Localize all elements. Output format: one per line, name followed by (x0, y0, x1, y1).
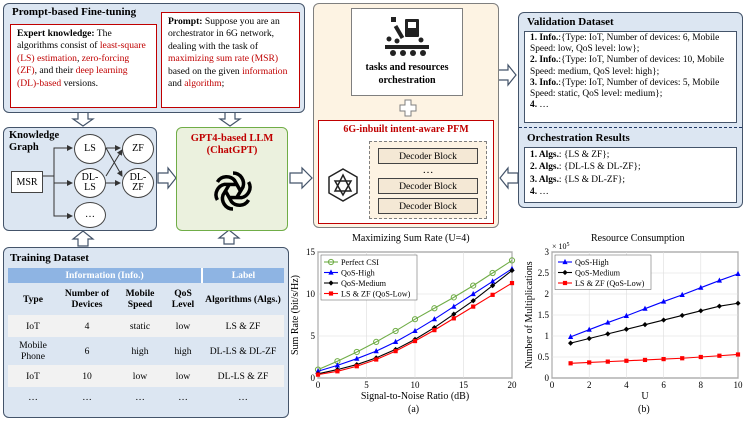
col-devices: Number of Devices (64, 288, 110, 310)
prompt-red-2: information (242, 65, 288, 77)
kg-ls-node: LS (74, 134, 106, 164)
x-tick-label-1: 2 (586, 380, 592, 390)
kg-dlzf-line1: DL- (129, 172, 147, 183)
result-item-2: 2. Algs.: {DL-LS & DL-ZF}; (530, 162, 641, 173)
prompt-box (161, 12, 300, 108)
arrow-training-to-kg (73, 231, 93, 246)
col-algs: Algorithms (Algs.) (205, 293, 281, 305)
x-tick-label-0: 0 (315, 380, 321, 390)
series-2-point-3 (624, 359, 628, 363)
series-2-point-8 (717, 354, 721, 358)
validation-box (524, 31, 737, 123)
decoder-block-3: Decoder Block (378, 198, 478, 214)
y-tick-label-1: 5 (310, 331, 315, 341)
series-3-point-4 (394, 349, 398, 353)
result-item-4: 4. … (530, 187, 549, 198)
legend-label-0: Perfect CSI (341, 258, 379, 267)
x-tick-label-4: 8 (698, 380, 704, 390)
y-tick-label-4: 2 (544, 289, 549, 299)
legend-label-1: QoS-High (341, 268, 375, 278)
series-2-point-6 (680, 356, 684, 360)
col-qos: QoS Level (171, 288, 195, 310)
kg-msr-node: MSR (11, 171, 43, 193)
y-tick-label-2: 10 (306, 289, 315, 299)
table-group-label: Label (202, 268, 284, 283)
x-axis-label: U (641, 391, 649, 402)
prompt-text-3: and (168, 78, 182, 90)
y-tick-label-1: 0.5 (537, 352, 549, 362)
arrow-llm-to-pfm (290, 168, 312, 188)
series-3-point-6 (432, 328, 436, 332)
prompt-red-3: algorithm (184, 78, 222, 90)
expert-text-1: The algorithms consist of (17, 28, 112, 52)
series-3-point-8 (471, 305, 475, 309)
prompt-label: Prompt: (168, 16, 203, 27)
x-tick-label-4: 20 (507, 380, 517, 390)
series-2-point-0 (569, 361, 573, 365)
arrow-pfm-to-validation (498, 65, 516, 85)
col-type: Type (22, 293, 44, 305)
validation-item-4: 4. … (530, 100, 549, 111)
prompt-text-2: based on the given (168, 65, 240, 77)
legend-label-3: LS & ZF (QoS-Low) (341, 289, 411, 299)
expert-red-2: zero-forcing (ZF) (17, 52, 130, 77)
decoder-dots: … (422, 164, 434, 176)
y-tick-label-3: 1.5 (537, 310, 549, 320)
orchestration-label-line1: tasks and resources (365, 62, 449, 73)
chart-a-title: Maximizing Sum Rate (U=4) (352, 233, 470, 244)
chart-b-title: Resource Consumption (591, 233, 685, 244)
expert-text-3: , and their (34, 65, 74, 77)
decoder-stack (369, 141, 487, 219)
y-tick-label-0: 0 (310, 373, 315, 383)
x-axis-label: Signal-to-Noise Ratio (dB) (360, 391, 470, 402)
y-exponent-label: × $10^5$ (552, 242, 570, 251)
y-tick-label-3: 15 (306, 247, 315, 257)
x-tick-label-3: 15 (459, 380, 468, 390)
training-table (8, 268, 284, 407)
llm-title-line2: (ChatGPT) (206, 145, 258, 156)
series-2-point-5 (662, 357, 666, 361)
x-tick-label-0: 0 (549, 380, 555, 390)
kg-dlzf-line2: ZF (132, 182, 144, 193)
kg-dlls-line2: LS (84, 182, 96, 193)
orchestration-label-line2: orchestration (378, 75, 436, 86)
series-3-point-10 (510, 281, 514, 285)
results-title: Orchestration Results (527, 132, 630, 144)
arrow-kg-to-llm (158, 168, 176, 188)
x-tick-label-2: 4 (624, 380, 629, 390)
y-tick-label-5: 2.5 (537, 268, 549, 278)
x-tick-label-5: 10 (733, 380, 743, 390)
validation-item-2: 2. Info.:{Type: IoT, Number of devices: 10, Mobile Speed: medium, QoS level: high}; (530, 55, 724, 77)
series-3-point-5 (413, 339, 417, 343)
series-3-point-7 (452, 316, 456, 320)
validation-title: Validation Dataset (527, 16, 614, 28)
series-2-point-2 (606, 360, 610, 364)
kg-dlls-node (74, 168, 106, 198)
chart-a-caption: (a) (408, 404, 420, 415)
llm-panel (176, 127, 288, 231)
orchestration-panel (313, 3, 499, 228)
legend-label-1: QoS-Medium (575, 268, 621, 278)
series-3-point-0 (316, 373, 320, 377)
orchestration-label (352, 61, 462, 87)
kg-dlls-line1: DL- (81, 172, 99, 183)
dashed-divider (519, 127, 742, 128)
legend-label-0: QoS-High (575, 258, 609, 267)
prompt-text-4: ; (221, 78, 225, 90)
table-row: IoT 4 static low LS & ZF (8, 315, 284, 337)
chart-a (290, 244, 520, 404)
legend-label-2: QoS-Medium (341, 279, 387, 288)
table-row: Mobile Phone 6 high high DL-LS & DL-ZF (8, 337, 284, 365)
expert-red-3: deep learning (DL)-based (17, 65, 128, 89)
x-tick-label-3: 6 (661, 380, 666, 390)
x-tick-label-1: 5 (364, 380, 369, 390)
table-row: … … … … … (8, 387, 284, 407)
kg-title-line1: Knowledge (9, 130, 60, 141)
series-2-point-7 (699, 355, 703, 359)
result-item-1: 1. Algs.: {LS & ZF}; (530, 150, 610, 160)
legend-label-2: LS & ZF (QoS-Low) (575, 279, 645, 288)
pfm-model-icon (325, 167, 361, 203)
kg-zf-node: ZF (122, 134, 154, 164)
pfm-title: 6G-inbuilt intent-aware PFM (343, 124, 469, 135)
validation-item-3: 3. Info.:{Type: IoT, Number of devices: 5, Mobile Speed: static, QoS level: medium}; (530, 77, 720, 100)
table-row: IoT 10 low low DL-LS & ZF (8, 365, 284, 387)
kg-dlzf-node (122, 168, 154, 198)
kg-more-node: … (74, 202, 106, 228)
expert-text-4: versions. (63, 77, 98, 89)
legend-marker-2 (563, 281, 567, 285)
expert-red-1: least-square (LS) estimation (17, 40, 146, 64)
arrow-prompt-to-kg (73, 112, 93, 126)
arrow-training-to-llm (219, 230, 239, 244)
llm-title-line1: GPT4-based LLM (190, 133, 274, 144)
openai-logo-icon (208, 166, 258, 216)
x-tick-label-2: 10 (410, 380, 420, 390)
pfm-box (318, 120, 494, 224)
decoder-block-1: Decoder Block (378, 148, 478, 164)
prompt-finetuning-panel (3, 3, 305, 113)
arrow-validation-to-pfm (500, 168, 518, 188)
robot-arm-icon (383, 13, 433, 57)
training-title: Training Dataset (10, 252, 89, 264)
col-speed: Mobile Speed (125, 288, 155, 310)
table-group-info: Information (Info.) (8, 268, 202, 283)
chart-b (522, 244, 744, 404)
y-axis-label: Number of Multiplications (524, 261, 535, 369)
expert-knowledge-box (10, 24, 157, 108)
series-2-point-1 (587, 360, 591, 364)
prompt-red-1: maximizing sum rate (MSR) (168, 53, 279, 65)
llm-title (177, 133, 287, 157)
y-tick-label-6: 3 (544, 247, 549, 257)
kg-title-line2: Graph (9, 142, 39, 153)
series-3-point-1 (335, 369, 339, 373)
decoder-block-2: Decoder Block (378, 178, 478, 194)
chart-b-caption: (b) (638, 404, 650, 415)
training-dataset-panel (3, 247, 289, 418)
series-3-point-3 (374, 357, 378, 361)
validation-item-1: 1. Info.:{Type: IoT, Number of devices: 6, Mobile Speed: low, QoS level: low}; (530, 33, 720, 55)
plus-icon (399, 99, 417, 117)
y-tick-label-0: 0 (544, 373, 549, 383)
prompt-text-1: Suppose you are an orchestrator in 6G network, dealing with the task of (168, 16, 280, 52)
results-box (524, 147, 737, 203)
series-3-point-9 (491, 293, 495, 297)
orchestration-top-box (351, 8, 463, 96)
legend-marker-3 (329, 291, 333, 295)
arrow-prompt-to-llm (220, 112, 240, 126)
result-item-3: 3. Algs.: {LS & DL-ZF}; (530, 174, 625, 185)
y-axis-label: Sum Rate (bit/s/Hz) (290, 275, 301, 355)
expert-text-2: , (76, 52, 80, 64)
expert-label: Expert knowledge: (17, 28, 95, 39)
series-2-point-9 (736, 352, 740, 356)
y-tick-label-2: 1 (544, 331, 549, 341)
series-2-point-4 (643, 358, 647, 362)
series-3-point-2 (355, 364, 359, 368)
knowledge-graph-panel (3, 127, 157, 231)
validation-results-panel (518, 12, 743, 208)
prompt-finetuning-title: Prompt-based Fine-tuning (12, 6, 137, 18)
